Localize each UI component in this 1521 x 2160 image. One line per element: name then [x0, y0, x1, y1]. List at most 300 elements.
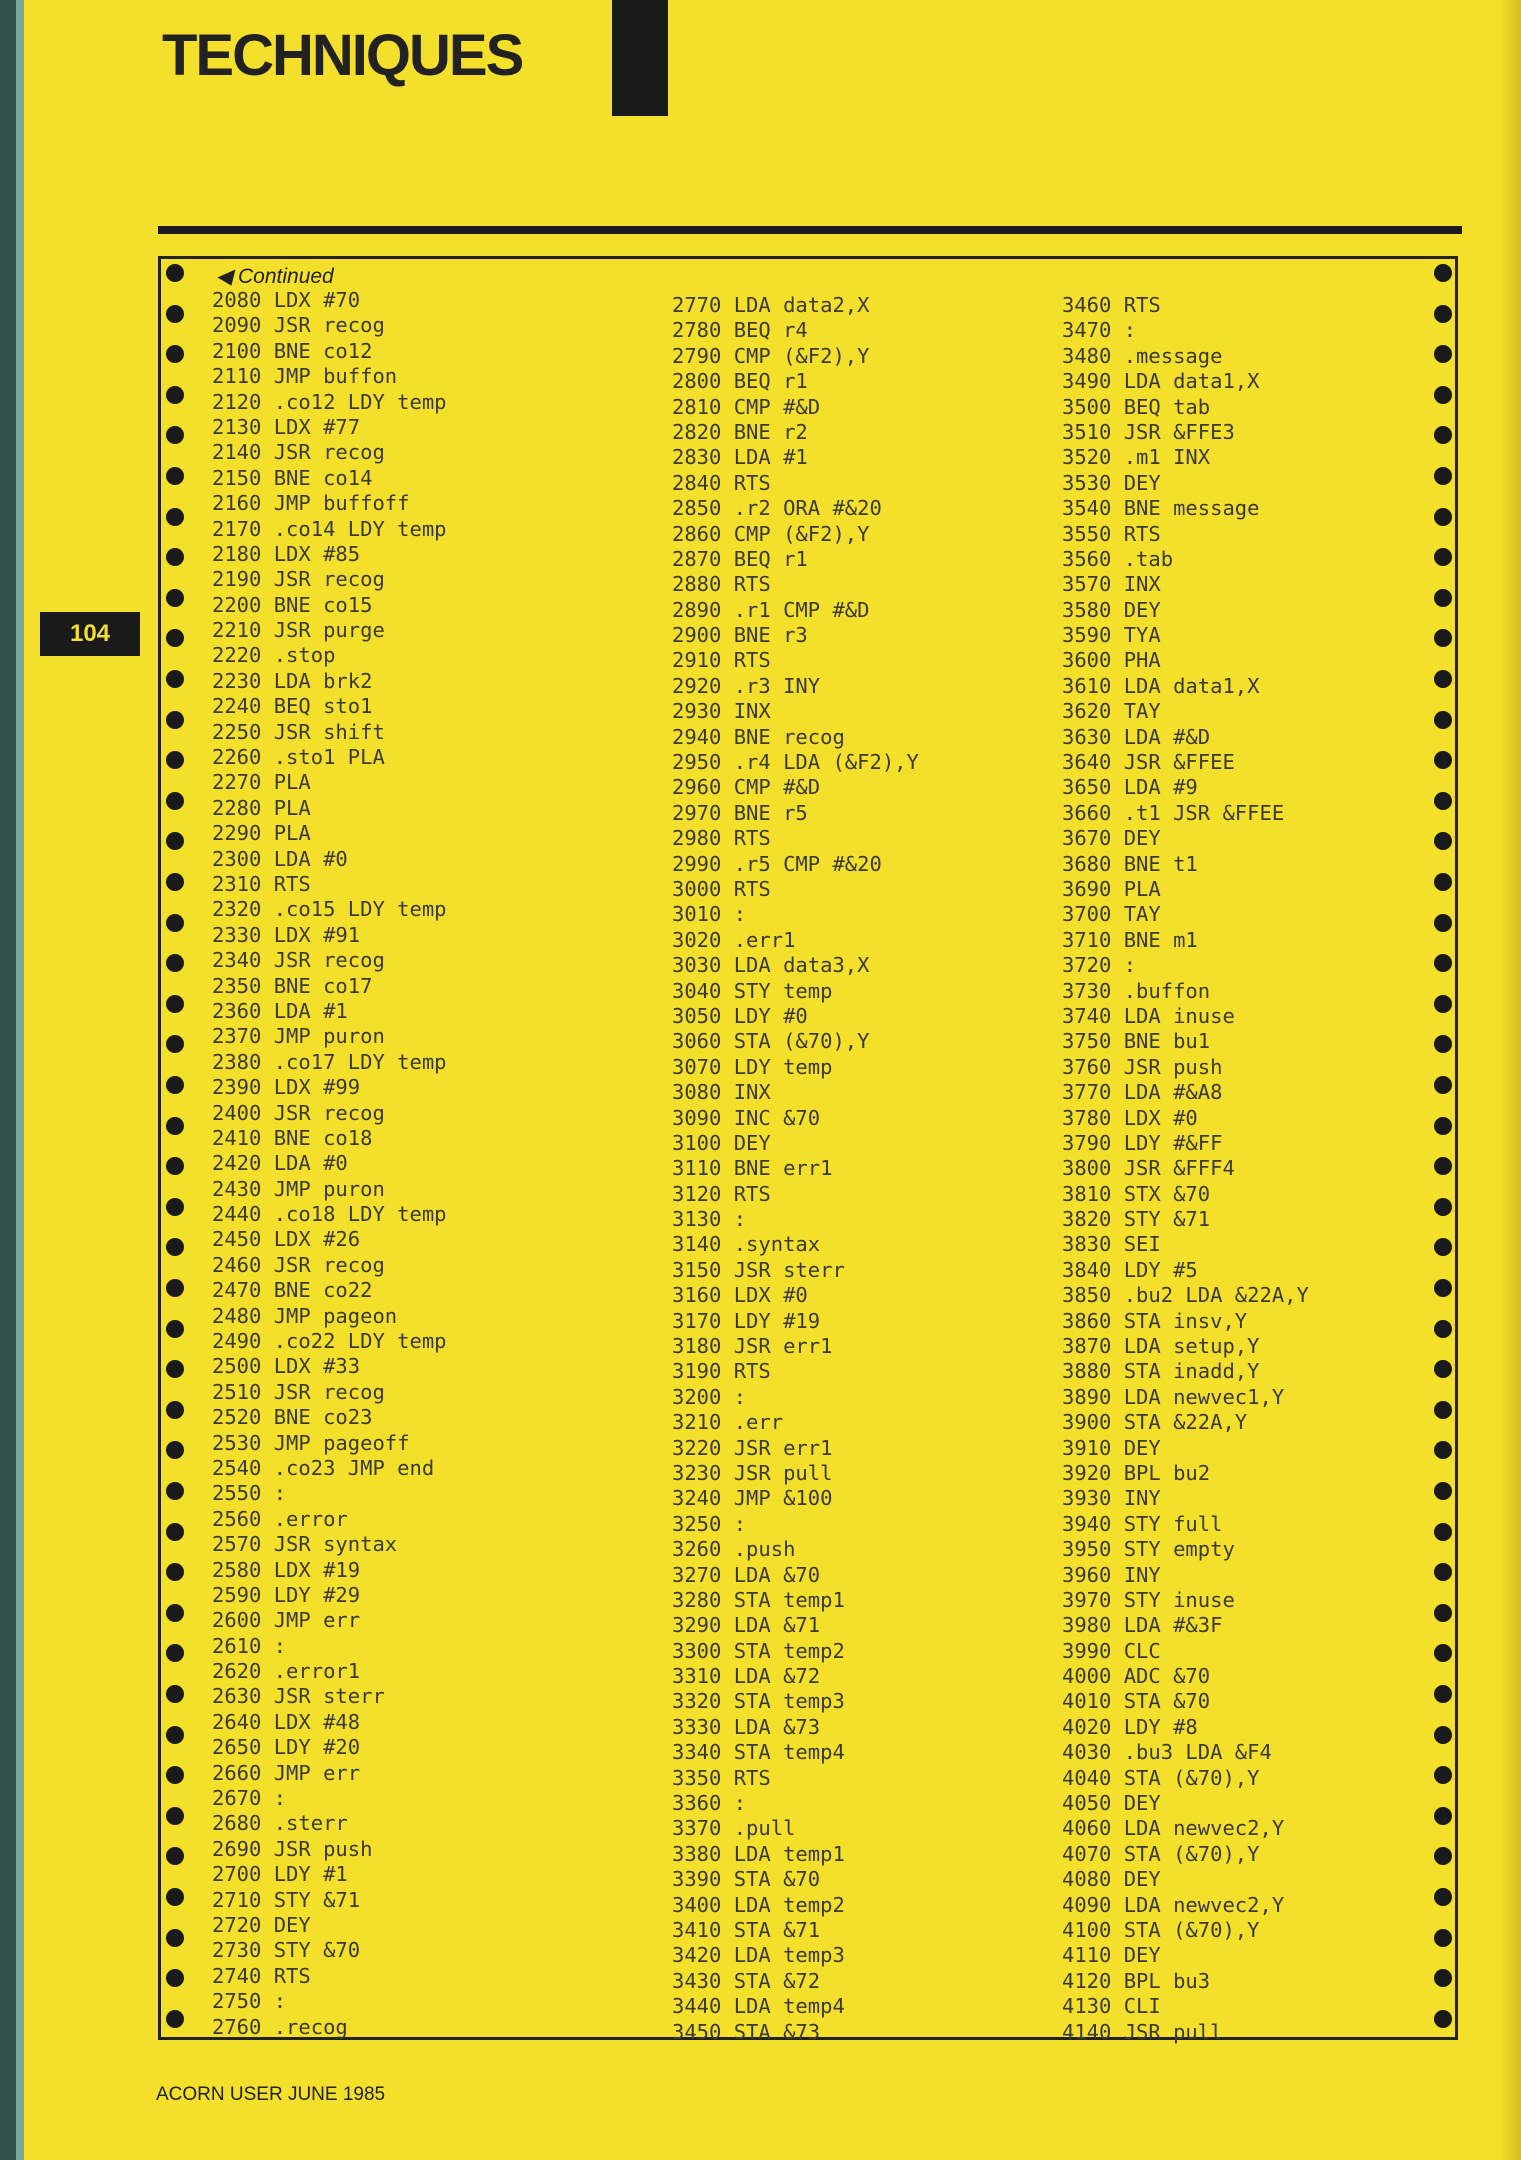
code-line: 2500 LDX #33: [212, 1354, 361, 1379]
code-line: 3590 TYA: [1062, 623, 1161, 648]
sprocket-hole: [1434, 1847, 1452, 1865]
code-line: 2200 BNE co15: [212, 592, 373, 617]
code-line: 2750 :: [212, 1989, 287, 2014]
sprocket-hole: [1434, 386, 1452, 404]
code-line: 3390 STA &70: [672, 1867, 821, 1892]
sprocket-hole: [1434, 832, 1452, 850]
code-line: 3480 .message: [1062, 343, 1223, 368]
sprocket-hole: [166, 873, 184, 891]
sprocket-hole: [1434, 548, 1452, 566]
code-line: 3930 INY: [1062, 1486, 1161, 1511]
code-line: 3150 JSR sterr: [672, 1257, 845, 1282]
sprocket-hole: [166, 1238, 184, 1256]
code-line: 3720 :: [1062, 953, 1137, 978]
code-line: 2330 LDX #91: [212, 922, 361, 947]
sprocket-hole: [1434, 426, 1452, 444]
code-line: 2860 CMP (&F2),Y: [672, 521, 870, 546]
code-line: 2760 .recog: [212, 2014, 348, 2039]
code-line: 2280 PLA: [212, 795, 311, 820]
code-line: 3510 JSR &FFE3: [1062, 419, 1235, 444]
code-line: 3970 STY inuse: [1062, 1587, 1235, 1612]
sprocket-hole: [1434, 1766, 1452, 1784]
code-line: 4020 LDY #8: [1062, 1714, 1198, 1739]
code-line: 2370 JMP puron: [212, 1024, 385, 1049]
code-line: 2480 JMP pageon: [212, 1303, 398, 1328]
code-line: 2190 JSR recog: [212, 567, 385, 592]
code-line: 2880 RTS: [672, 572, 771, 597]
sprocket-hole: [1434, 1279, 1452, 1297]
code-line: 2320 .co15 LDY temp: [212, 897, 447, 922]
page-spine: [0, 0, 16, 2160]
code-line: 3140 .syntax: [672, 1232, 821, 1257]
code-line: 2360 LDA #1: [212, 998, 348, 1023]
sprocket-hole: [1434, 1441, 1452, 1459]
code-line: 2980 RTS: [672, 826, 771, 851]
code-line: 3080 INX: [672, 1080, 771, 1105]
code-line: 2180 LDX #85: [212, 541, 361, 566]
code-line: 2870 BEQ r1: [672, 546, 808, 571]
code-line: 3670 DEY: [1062, 826, 1161, 851]
sprocket-hole: [166, 1523, 184, 1541]
code-line: 3170 LDY #19: [672, 1308, 821, 1333]
code-line: 4110 DEY: [1062, 1943, 1161, 1968]
code-line: 2250 JSR shift: [212, 719, 385, 744]
code-line: 2560 .error: [212, 1506, 348, 1531]
code-line: 3540 BNE message: [1062, 496, 1260, 521]
code-line: 4120 BPL bu3: [1062, 1968, 1211, 1993]
code-line: 2340 JSR recog: [212, 948, 385, 973]
code-line: 2850 .r2 ORA #&20: [672, 496, 882, 521]
page-number: 104: [40, 612, 140, 656]
sprocket-hole: [1434, 1888, 1452, 1906]
sprocket-hole: [166, 345, 184, 363]
code-line: 3320 STA temp3: [672, 1689, 845, 1714]
sprocket-hole: [1434, 914, 1452, 932]
code-line: 2680 .sterr: [212, 1811, 348, 1836]
code-line: 2550 :: [212, 1481, 287, 1506]
code-line: 3790 LDY #&FF: [1062, 1130, 1223, 1155]
code-line: 3440 LDA temp4: [672, 1994, 845, 2019]
sprocket-hole: [166, 1766, 184, 1784]
code-line: 3180 JSR err1: [672, 1334, 833, 1359]
code-line: 3190 RTS: [672, 1359, 771, 1384]
code-line: 3990 CLC: [1062, 1638, 1161, 1663]
code-line: 2230 LDA brk2: [212, 668, 373, 693]
code-line: 3230 JSR pull: [672, 1460, 833, 1485]
continued-text: Continued: [238, 265, 334, 288]
sprocket-hole: [166, 1157, 184, 1175]
code-line: 4040 STA (&70),Y: [1062, 1765, 1260, 1790]
sprocket-hole: [166, 1685, 184, 1703]
code-line: 2810 CMP #&D: [672, 394, 821, 419]
code-line: 3460 RTS: [1062, 293, 1161, 317]
sprocket-hole: [166, 386, 184, 404]
code-line: 2430 JMP puron: [212, 1176, 385, 1201]
sprocket-hole: [166, 711, 184, 729]
code-line: 3630 LDA #&D: [1062, 724, 1211, 749]
code-line: 2160 JMP buffoff: [212, 491, 410, 516]
sprocket-hole: [1434, 1563, 1452, 1581]
code-line: 3840 LDY #5: [1062, 1257, 1198, 1282]
code-line: 2800 BEQ r1: [672, 369, 808, 394]
sprocket-hole: [166, 1482, 184, 1500]
code-line: 2400 JSR recog: [212, 1100, 385, 1125]
sprocket-hole: [166, 1076, 184, 1094]
code-line: 3160 LDX #0: [672, 1283, 808, 1308]
code-line: 2900 BNE r3: [672, 623, 808, 648]
sprocket-hole: [166, 1320, 184, 1338]
sprocket-hole: [1434, 1157, 1452, 1175]
code-line: 3400 LDA temp2: [672, 1892, 845, 1917]
code-line: 2790 CMP (&F2),Y: [672, 343, 870, 368]
code-line: 2530 JMP pageoff: [212, 1430, 410, 1455]
code-line: 2390 LDX #99: [212, 1075, 361, 1100]
code-line: 4080 DEY: [1062, 1867, 1161, 1892]
sprocket-hole: [1434, 1117, 1452, 1135]
sprocket-hole: [166, 264, 184, 282]
header-rule: [158, 226, 1462, 234]
sprocket-hole: [1434, 1198, 1452, 1216]
code-line: 3000 RTS: [672, 876, 771, 901]
sprocket-holes-left: [164, 258, 188, 2038]
code-line: 2720 DEY: [212, 1913, 311, 1937]
code-line: 4060 LDA newvec2,Y: [1062, 1816, 1285, 1841]
sprocket-hole: [166, 1644, 184, 1662]
code-line: 3020 .err1: [672, 927, 796, 952]
code-line: 2350 BNE co17: [212, 973, 373, 998]
page-shadow: [1499, 0, 1521, 2160]
code-line: 3280 STA temp1: [672, 1587, 845, 1612]
sprocket-hole: [1434, 995, 1452, 1013]
code-line: 3550 RTS: [1062, 521, 1161, 546]
code-line: 2140 JSR recog: [212, 440, 385, 465]
code-line: 3240 JMP &100: [672, 1486, 833, 1511]
sprocket-hole: [1434, 1685, 1452, 1703]
code-line: 3410 STA &71: [672, 1918, 821, 1942]
code-line: 2210 JSR purge: [212, 618, 385, 643]
code-line: 3450 STA &73: [672, 2019, 821, 2044]
code-line: 2460 JSR recog: [212, 1252, 385, 1277]
code-line: 3330 LDA &73: [672, 1714, 821, 1739]
code-line: 3520 .m1 INX: [1062, 445, 1211, 470]
sprocket-hole: [166, 467, 184, 485]
sprocket-hole: [166, 1035, 184, 1053]
sprocket-holes-right: [1432, 258, 1456, 2038]
code-line: 2290 PLA: [212, 821, 311, 846]
code-line: 3220 JSR err1: [672, 1435, 833, 1460]
code-line: 4130 CLI: [1062, 1994, 1161, 2019]
code-line: 2650 LDY #20: [212, 1735, 361, 1760]
code-line: 4010 STA &70: [1062, 1689, 1211, 1714]
code-line: 3100 DEY: [672, 1130, 771, 1155]
code-line: 3750 BNE bu1: [1062, 1029, 1211, 1054]
sprocket-hole: [166, 508, 184, 526]
sprocket-hole: [166, 1279, 184, 1297]
code-line: 3470 :: [1062, 318, 1137, 343]
code-line: 2920 .r3 INY: [672, 673, 821, 698]
sprocket-hole: [1434, 305, 1452, 323]
sprocket-hole: [1434, 1726, 1452, 1744]
code-line: 3130 :: [672, 1207, 747, 1232]
code-line: 2780 BEQ r4: [672, 318, 808, 343]
code-line: 3340 STA temp4: [672, 1740, 845, 1765]
sprocket-hole: [1434, 508, 1452, 526]
code-line: 3890 LDA newvec1,Y: [1062, 1384, 1285, 1409]
sprocket-hole: [1434, 2010, 1452, 2028]
sprocket-hole: [166, 1117, 184, 1135]
code-line: 3110 BNE err1: [672, 1156, 833, 1181]
code-line: 2730 STY &70: [212, 1938, 361, 1963]
code-line: 2310 RTS: [212, 871, 311, 896]
code-line: 3910 DEY: [1062, 1435, 1161, 1460]
sprocket-hole: [1434, 629, 1452, 647]
code-line: 3300 STA temp2: [672, 1638, 845, 1663]
code-line: 3640 JSR &FFEE: [1062, 750, 1235, 775]
sprocket-hole: [166, 1726, 184, 1744]
code-line: 4100 STA (&70),Y: [1062, 1918, 1260, 1942]
code-line: 2610 :: [212, 1633, 287, 1658]
code-line: 2130 LDX #77: [212, 414, 361, 439]
code-line: 3570 INX: [1062, 572, 1161, 597]
code-line: 3960 INY: [1062, 1562, 1161, 1587]
sprocket-hole: [1434, 670, 1452, 688]
sprocket-hole: [1434, 1401, 1452, 1419]
code-line: 3050 LDY #0: [672, 1003, 808, 1028]
code-line: 2490 .co22 LDY temp: [212, 1329, 447, 1354]
sprocket-hole: [166, 426, 184, 444]
sprocket-hole: [1434, 345, 1452, 363]
sprocket-hole: [166, 1604, 184, 1622]
code-line: 2270 PLA: [212, 770, 311, 795]
sprocket-hole: [1434, 1969, 1452, 1987]
code-line: 3600 PHA: [1062, 648, 1161, 673]
sprocket-hole: [166, 670, 184, 688]
code-line: 2110 JMP buffon: [212, 364, 398, 389]
code-line: 4090 LDA newvec2,Y: [1062, 1892, 1285, 1917]
code-line: 3070 LDY temp: [672, 1054, 833, 1079]
sprocket-hole: [1434, 954, 1452, 972]
code-line: 3740 LDA inuse: [1062, 1003, 1235, 1028]
code-line: 3060 STA (&70),Y: [672, 1029, 870, 1054]
code-line: 2830 LDA #1: [672, 445, 808, 470]
code-line: 3310 LDA &72: [672, 1664, 821, 1689]
code-line: 3260 .push: [672, 1537, 796, 1562]
code-line: 2580 LDX #19: [212, 1557, 361, 1582]
code-line: 3030 LDA data3,X: [672, 953, 870, 978]
code-line: 3040 STY temp: [672, 978, 833, 1003]
code-line: 3200 :: [672, 1384, 747, 1409]
sprocket-hole: [166, 1198, 184, 1216]
sprocket-hole: [1434, 792, 1452, 810]
code-line: 3780 LDX #0: [1062, 1105, 1198, 1130]
code-line: 2090 JSR recog: [212, 313, 385, 338]
code-line: 3620 TAY: [1062, 699, 1161, 724]
code-line: 3250 :: [672, 1511, 747, 1536]
code-line: 3920 BPL bu2: [1062, 1460, 1211, 1485]
sprocket-hole: [1434, 1238, 1452, 1256]
code-line: 4050 DEY: [1062, 1791, 1161, 1816]
code-line: 2660 JMP err: [212, 1760, 361, 1785]
code-line: 2710 STY &71: [212, 1887, 361, 1912]
code-line: 3700 TAY: [1062, 902, 1161, 927]
code-line: 2080 LDX #70: [212, 288, 361, 312]
sprocket-hole: [1434, 1644, 1452, 1662]
code-line: 2740 RTS: [212, 1963, 311, 1988]
code-line: 2220 .stop: [212, 643, 336, 668]
code-line: 2380 .co17 LDY temp: [212, 1049, 447, 1074]
code-line: 3360 :: [672, 1791, 747, 1816]
code-line: 3500 BEQ tab: [1062, 394, 1211, 419]
code-line: 3210 .err: [672, 1410, 784, 1435]
sprocket-hole: [166, 589, 184, 607]
code-line: 3710 BNE m1: [1062, 927, 1198, 952]
sprocket-hole: [1434, 711, 1452, 729]
code-line: 3120 RTS: [672, 1181, 771, 1206]
sprocket-hole: [166, 954, 184, 972]
code-line: 3810 STX &70: [1062, 1181, 1211, 1206]
sprocket-hole: [166, 1441, 184, 1459]
code-line: 3560 .tab: [1062, 546, 1174, 571]
code-line: 2930 INX: [672, 699, 771, 724]
sprocket-hole: [166, 1969, 184, 1987]
sprocket-hole: [166, 305, 184, 323]
code-line: 3900 STA &22A,Y: [1062, 1410, 1248, 1435]
code-line: 2570 JSR syntax: [212, 1532, 398, 1557]
sprocket-hole: [1434, 873, 1452, 891]
code-line: 2120 .co12 LDY temp: [212, 389, 447, 414]
code-line: 3580 DEY: [1062, 597, 1161, 622]
code-line: 2960 CMP #&D: [672, 775, 821, 800]
section-title: TECHNIQUES: [162, 23, 523, 88]
footer-credit: ACORN USER JUNE 1985: [156, 2084, 386, 2105]
code-line: 2840 RTS: [672, 470, 771, 495]
code-line: 3650 LDA #9: [1062, 775, 1198, 800]
code-line: 2640 LDX #48: [212, 1709, 361, 1734]
sprocket-hole: [166, 2010, 184, 2028]
code-line: 3770 LDA #&A8: [1062, 1080, 1223, 1105]
sprocket-hole: [1434, 589, 1452, 607]
code-line: 3690 PLA: [1062, 876, 1161, 901]
sprocket-hole: [166, 1929, 184, 1947]
sprocket-hole: [166, 792, 184, 810]
sprocket-hole: [1434, 751, 1452, 769]
sprocket-hole: [166, 1401, 184, 1419]
code-line: 2770 LDA data2,X: [672, 293, 870, 317]
code-line: 3530 DEY: [1062, 470, 1161, 495]
code-line: 3760 JSR push: [1062, 1054, 1223, 1079]
code-line: 2150 BNE co14: [212, 465, 373, 490]
code-line: 3290 LDA &71: [672, 1613, 821, 1638]
code-line: 2410 BNE co18: [212, 1125, 373, 1150]
code-line: 3370 .pull: [672, 1816, 796, 1841]
code-line: 2970 BNE r5: [672, 800, 808, 825]
sprocket-hole: [166, 548, 184, 566]
sprocket-hole: [1434, 1360, 1452, 1378]
code-line: 3680 BNE t1: [1062, 851, 1198, 876]
code-line: 3940 STY full: [1062, 1511, 1223, 1536]
code-line: 4140 JSR pull: [1062, 2019, 1223, 2044]
code-line: 2910 RTS: [672, 648, 771, 673]
sprocket-hole: [166, 1360, 184, 1378]
sprocket-hole: [166, 995, 184, 1013]
sprocket-hole: [1434, 1807, 1452, 1825]
sprocket-hole: [166, 1888, 184, 1906]
code-line: 3090 INC &70: [672, 1105, 821, 1130]
page-spine-edge: [16, 0, 24, 2160]
listing-column-3: [1062, 293, 1309, 2045]
sprocket-hole: [166, 1847, 184, 1865]
code-line: 2470 BNE co22: [212, 1278, 373, 1303]
code-line: 3980 LDA #&3F: [1062, 1613, 1223, 1638]
code-line: 3950 STY empty: [1062, 1537, 1235, 1562]
code-line: 2520 BNE co23: [212, 1405, 373, 1430]
sprocket-hole: [1434, 264, 1452, 282]
code-line: 3870 LDA setup,Y: [1062, 1334, 1260, 1359]
code-line: 3800 JSR &FFF4: [1062, 1156, 1235, 1181]
sprocket-hole: [166, 832, 184, 850]
code-line: 2450 LDX #26: [212, 1227, 361, 1252]
code-line: 3860 STA insv,Y: [1062, 1308, 1248, 1333]
sprocket-hole: [1434, 1076, 1452, 1094]
code-line: 2510 JSR recog: [212, 1379, 385, 1404]
sprocket-hole: [1434, 1523, 1452, 1541]
code-line: 2630 JSR sterr: [212, 1684, 385, 1709]
code-line: 2300 LDA #0: [212, 846, 348, 871]
code-line: 2620 .error1: [212, 1659, 361, 1684]
sprocket-hole: [1434, 1604, 1452, 1622]
code-line: 2590 LDY #29: [212, 1582, 361, 1607]
header-tab-block: [612, 0, 668, 116]
code-line: 3420 LDA temp3: [672, 1943, 845, 1968]
code-line: 4000 ADC &70: [1062, 1664, 1211, 1689]
listing-column-2: [672, 293, 919, 2045]
code-line: 3010 :: [672, 902, 747, 927]
sprocket-hole: [1434, 1482, 1452, 1500]
code-line: 4030 .bu3 LDA &F4: [1062, 1740, 1272, 1765]
code-line: 3430 STA &72: [672, 1968, 821, 1993]
triangle-left-icon: ◀: [216, 265, 233, 288]
sprocket-hole: [1434, 1320, 1452, 1338]
code-line: 2670 :: [212, 1786, 287, 1811]
code-line: 2690 JSR push: [212, 1836, 373, 1861]
code-line: 4070 STA (&70),Y: [1062, 1841, 1260, 1866]
code-line: 2950 .r4 LDA (&F2),Y: [672, 750, 919, 775]
code-line: 2600 JMP err: [212, 1608, 361, 1633]
code-line: 2820 BNE r2: [672, 419, 808, 444]
code-line: 2990 .r5 CMP #&20: [672, 851, 882, 876]
code-line: 2890 .r1 CMP #&D: [672, 597, 870, 622]
sprocket-hole: [166, 1807, 184, 1825]
code-line: 2940 BNE recog: [672, 724, 845, 749]
sprocket-hole: [1434, 467, 1452, 485]
code-line: 3820 STY &71: [1062, 1207, 1211, 1232]
code-line: 2240 BEQ sto1: [212, 694, 373, 719]
code-line: 3270 LDA &70: [672, 1562, 821, 1587]
code-line: 2440 .co18 LDY temp: [212, 1202, 447, 1227]
code-line: 2170 .co14 LDY temp: [212, 516, 447, 541]
code-line: 3850 .bu2 LDA &22A,Y: [1062, 1283, 1309, 1308]
sprocket-hole: [1434, 1929, 1452, 1947]
code-line: 3660 .t1 JSR &FFEE: [1062, 800, 1285, 825]
code-line: 3490 LDA data1,X: [1062, 369, 1260, 394]
continued-label: [216, 264, 334, 289]
sprocket-hole: [166, 914, 184, 932]
code-line: 3880 STA inadd,Y: [1062, 1359, 1260, 1384]
code-line: 2540 .co23 JMP end: [212, 1455, 435, 1480]
code-line: 3610 LDA data1,X: [1062, 673, 1260, 698]
code-line: 2420 LDA #0: [212, 1151, 348, 1176]
code-line: 3830 SEI: [1062, 1232, 1161, 1257]
